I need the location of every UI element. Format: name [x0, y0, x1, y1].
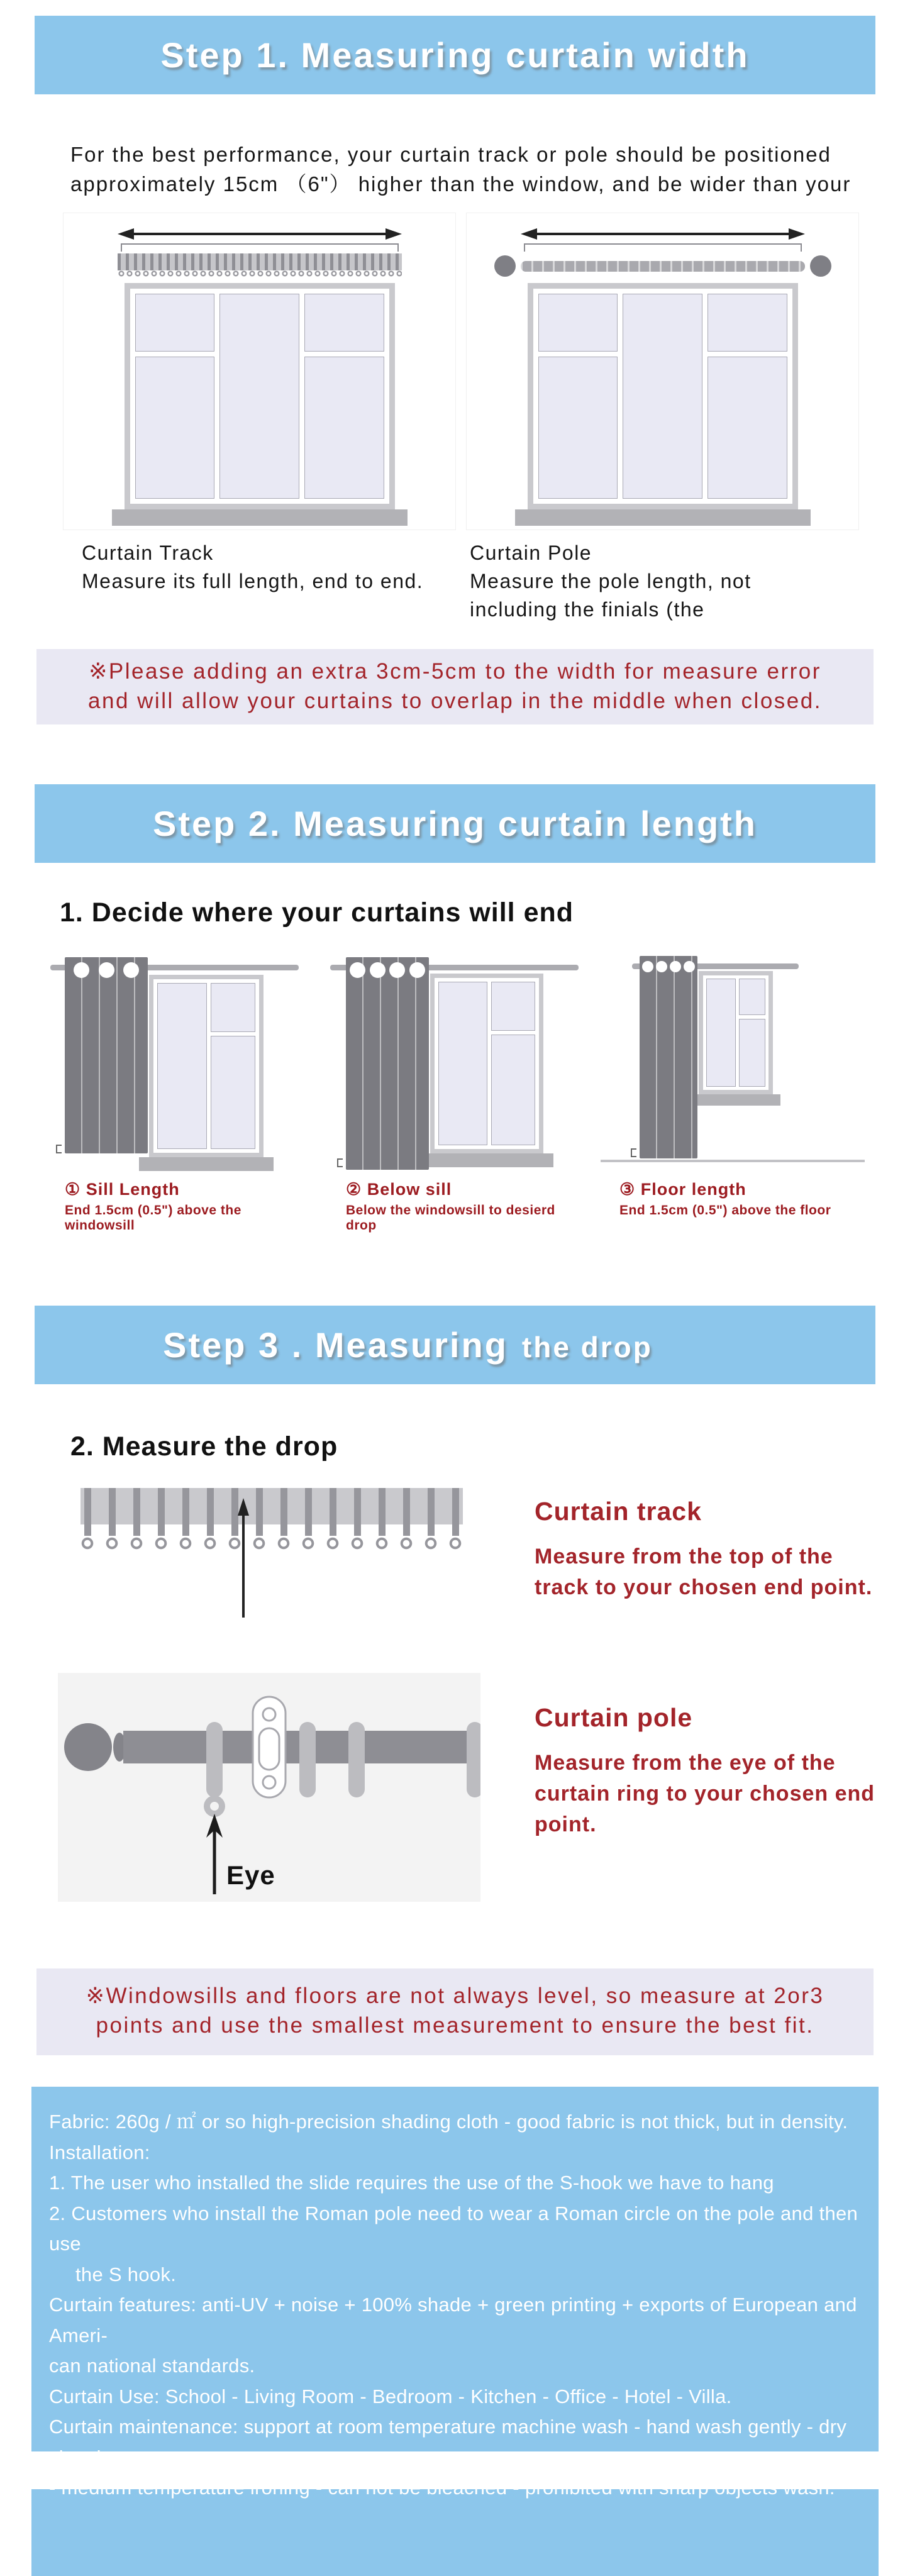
curtain-pole-caption [466, 539, 859, 624]
width-double-arrow-icon [118, 227, 402, 241]
window-pane [135, 294, 215, 352]
curtain-track-caption [63, 539, 456, 624]
detail-line: - medium temperature ironing - can not be bleached - prohibited with sharp objects wash. [49, 2477, 835, 2499]
window-pane [491, 982, 535, 1031]
window-column-right [739, 979, 765, 1087]
window-pane [538, 294, 618, 352]
curtain-pole-graphic [521, 253, 805, 279]
measure-end-mark [631, 1148, 636, 1157]
grommet-icon [370, 962, 386, 978]
option-caption: Below the windowsill to desierd drop [346, 1203, 555, 1233]
finial-icon [494, 255, 516, 277]
width-measure-note [36, 649, 874, 724]
curtain-pole-eye-graphic [58, 1673, 480, 1902]
detail-line: 1. The user who installed the slide requires the use of the S-hook we have to hang [49, 2172, 774, 2194]
step2-subheading: 1. Decide where your curtains will end [60, 897, 574, 928]
window-column-right [491, 982, 535, 1145]
grommet-row [65, 962, 148, 978]
window-pane [739, 1019, 765, 1087]
window-column-right [304, 294, 384, 499]
window-column-right [707, 294, 787, 499]
curtain-pole-diagram [466, 213, 859, 530]
detail-line: Curtain maintenance: support at room temperature machine wash - hand wash gently - dry cleaning [49, 2416, 847, 2468]
detail-line: Curtain Use: School - Living Room - Bedroom - Kitchen - Office - Hotel - Villa. [49, 2385, 732, 2407]
curtain-track-graphic [118, 253, 402, 270]
window-pane [211, 983, 255, 1032]
drop-from-pole-section [0, 1673, 910, 1902]
track-hooks [84, 1488, 463, 1536]
caption-title: Curtain Pole [470, 541, 592, 564]
curtain-graphic [65, 957, 148, 1153]
floor-length-illustration [601, 946, 865, 1171]
instruction-line: Measure from the eye of the [535, 1751, 836, 1775]
grommet-row [640, 961, 697, 972]
windowsill-graphic [515, 509, 811, 526]
track-glider-rings [118, 270, 402, 279]
intro-line-1: For the best performance, your curtain track or pole should be positioned [70, 143, 831, 166]
length-option-below-sill [321, 946, 585, 1233]
windowsill-graphic [112, 509, 408, 526]
note-line: ※Please adding an extra 3cm-5cm to the width for measure error [89, 659, 821, 684]
pole-bar [521, 261, 805, 272]
detail-line: can national standards. [49, 2355, 255, 2377]
window-pane [304, 294, 384, 352]
grommet-icon [409, 962, 425, 978]
grommet-icon [74, 962, 89, 978]
step1-diagrams [63, 213, 910, 530]
window-column-left [157, 983, 207, 1149]
window-pane [157, 983, 207, 1149]
window-column-left [706, 979, 736, 1087]
grommet-icon [123, 962, 139, 978]
pole-instruction-body [535, 1748, 875, 1840]
note-line: and will allow your curtains to overlap in the middle when closed. [88, 689, 822, 713]
windowsill-graphic [139, 1157, 274, 1171]
up-arrow-icon [236, 1494, 250, 1620]
window-column-left [538, 294, 618, 499]
grommet-row [346, 962, 429, 978]
step3-title [163, 1324, 653, 1365]
drop-measure-note [36, 1968, 874, 2055]
window-column-mid [623, 294, 702, 499]
window-column-right [211, 983, 255, 1149]
step1-title: Step 1. Measuring curtain width [160, 35, 750, 75]
windowsill-graphic [420, 1153, 553, 1167]
step2-header-band [35, 784, 875, 863]
window-graphic [430, 974, 543, 1153]
below-sill-illustration [321, 946, 585, 1171]
note-line: ※Windowsills and floors are not always level, so measure at 2or3 [86, 1984, 824, 2008]
window-pane [491, 1035, 535, 1145]
track-instruction-title: Curtain track [535, 1497, 702, 1526]
detail-line: 2. Customers who install the Roman pole need to wear a Roman circle on the pole and then use [49, 2202, 858, 2255]
drop-from-track-section [0, 1484, 910, 1619]
window-pane [623, 294, 702, 499]
windowsill-graphic [691, 1094, 780, 1106]
window-pane [219, 294, 299, 499]
curtain-track-diagram [63, 213, 456, 530]
caption-title: Curtain Track [82, 541, 214, 564]
window-column-mid [219, 294, 299, 499]
window-pane [706, 979, 736, 1087]
measure-bracket [121, 243, 399, 252]
length-option-sill [41, 946, 305, 1233]
measure-bracket [524, 243, 802, 252]
width-double-arrow-icon [521, 227, 805, 241]
finial-icon [810, 255, 831, 277]
instruction-line: track to your chosen end point. [535, 1575, 873, 1599]
eye-label: Eye [226, 1860, 275, 1890]
grommet-icon [642, 961, 653, 972]
detail-line: Fabric: 260g / ㎡ or so high-precision shading cloth - good fabric is not thick, but in density. [49, 2111, 848, 2133]
window-pane [707, 357, 787, 499]
grommet-icon [670, 961, 681, 972]
instruction-line: Measure from the top of the [535, 1545, 833, 1568]
curtain-graphic [346, 957, 429, 1170]
window-pane [304, 357, 384, 499]
sill-length-illustration [41, 946, 305, 1171]
floor-line [601, 1160, 865, 1162]
window-graphic [699, 971, 773, 1094]
window-pane [438, 982, 487, 1145]
grommet-icon [389, 962, 405, 978]
step3-subheading: 2. Measure the drop [70, 1431, 338, 1462]
grommet-icon [350, 962, 365, 978]
track-hook-rings [80, 1537, 463, 1551]
window-pane [211, 1036, 255, 1149]
step2-title: Step 2. Measuring curtain length [152, 804, 758, 843]
step3-title-tail: the drop [521, 1331, 653, 1363]
track-instruction-body [535, 1541, 872, 1603]
window-graphic [149, 975, 264, 1157]
window-pane [135, 357, 215, 499]
instruction-line: curtain ring to your chosen end [535, 1782, 875, 1806]
measure-end-mark [337, 1158, 343, 1167]
window-graphic [125, 283, 395, 509]
window-graphic [528, 283, 798, 509]
product-details-box [31, 2087, 879, 2499]
instruction-line: point. [535, 1813, 597, 1836]
step1-captions [63, 539, 910, 624]
detail-line: the S hook. [75, 2263, 177, 2285]
window-column-left [438, 982, 487, 1145]
step2-diagrams [41, 946, 910, 1233]
option-caption: End 1.5cm (0.5") above the windowsill [65, 1203, 241, 1233]
curtain-graphic [640, 956, 697, 1158]
curtain-track-hooks-graphic [80, 1484, 463, 1553]
caption-line: Measure its full length, end to end. [82, 570, 424, 592]
window-column-left [135, 294, 215, 499]
curtain-pole-instructions [535, 1703, 875, 1840]
option-caption: End 1.5cm (0.5") above the floor [619, 1203, 831, 1218]
note-line: points and use the smallest measurement to ensure the best fit. [96, 2013, 814, 2038]
intro-line-2: approximately 15cm （6"） higher than the window, and be wider than your [70, 172, 852, 196]
option-label: ② Below sill [346, 1180, 452, 1199]
curtain-track-instructions [535, 1497, 872, 1603]
step3-header-band [35, 1306, 875, 1384]
step3-title-main: Step 3 . Measuring [163, 1325, 508, 1365]
caption-line: including the finials (the [470, 598, 705, 621]
detail-line: Curtain features: anti-UV + noise + 100% shade + green printing + exports of European and Ameri- [49, 2294, 857, 2346]
step1-intro-text [70, 140, 910, 199]
measure-end-mark [56, 1145, 62, 1153]
grommet-icon [656, 961, 667, 972]
detail-line: Installation: [49, 2141, 150, 2163]
grommet-icon [99, 962, 114, 978]
option-label: ③ Floor length [619, 1180, 746, 1199]
grommet-icon [684, 961, 695, 972]
window-pane [538, 357, 618, 499]
option-label: ① Sill Length [65, 1180, 180, 1199]
length-option-floor [601, 946, 865, 1233]
step1-header-band [35, 16, 875, 94]
pole-instruction-title: Curtain pole [535, 1703, 693, 1732]
caption-line: Measure the pole length, not [470, 570, 752, 592]
window-pane [707, 294, 787, 352]
window-pane [739, 979, 765, 1015]
